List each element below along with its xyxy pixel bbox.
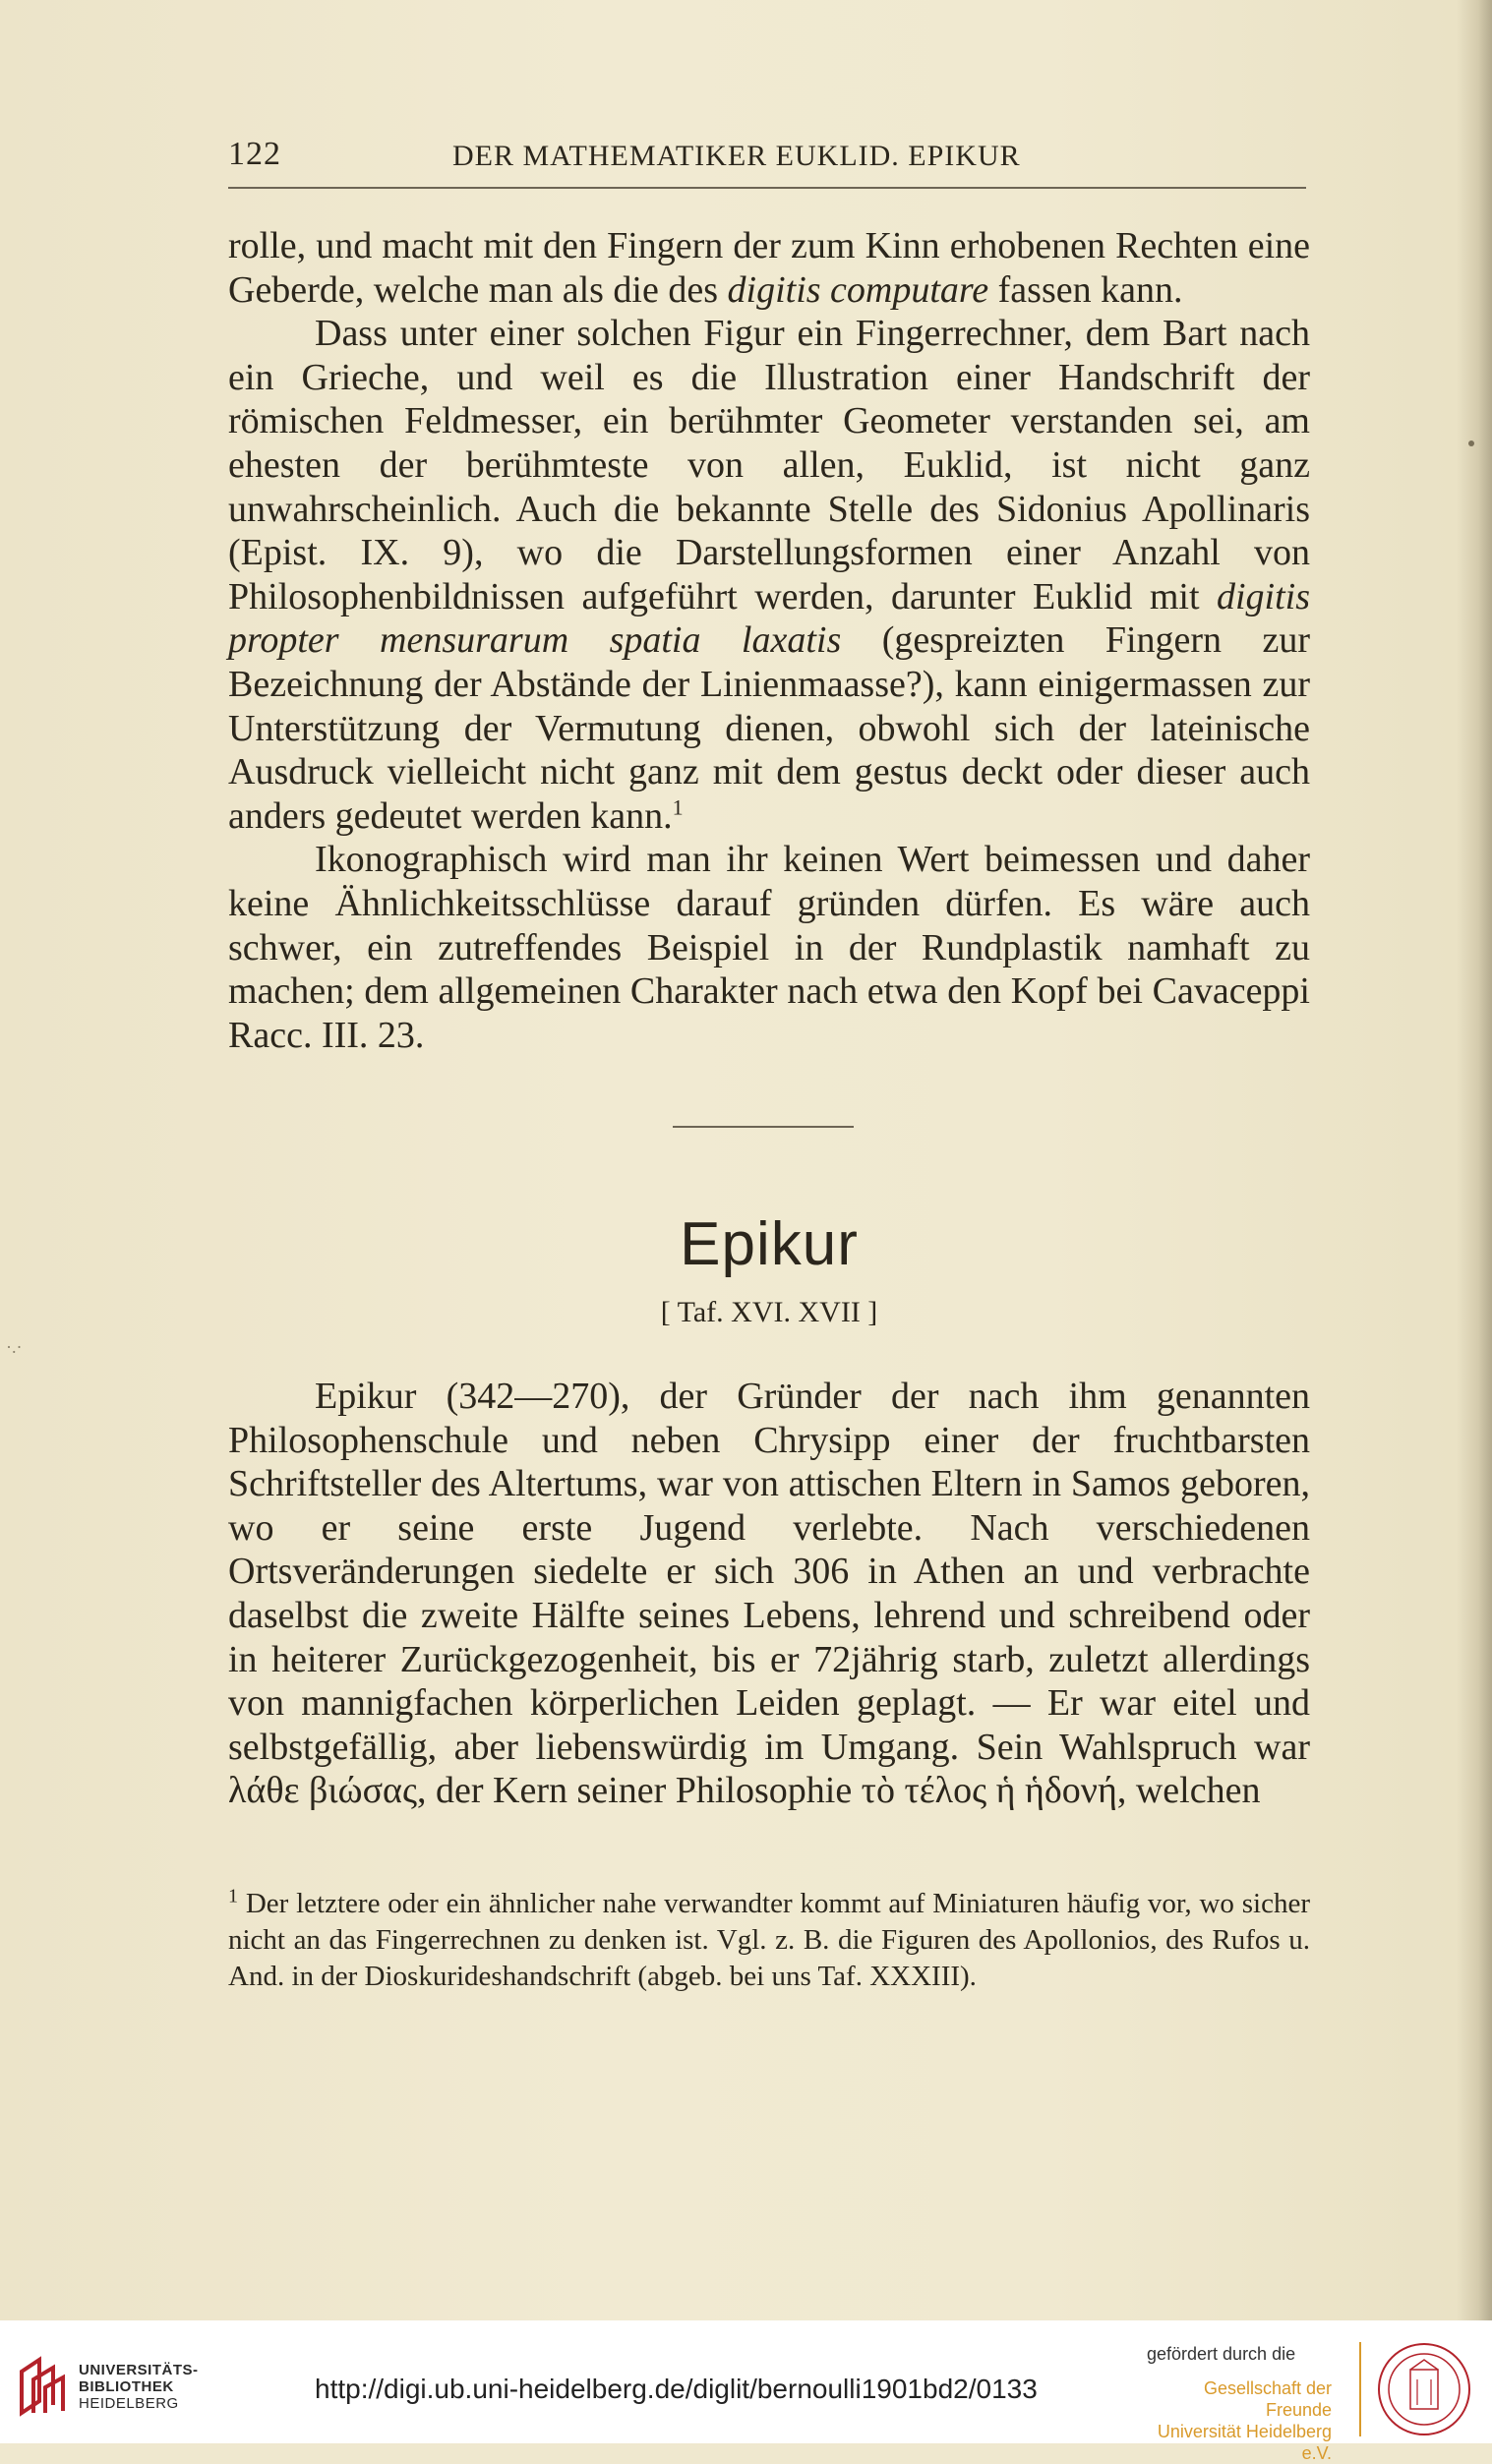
footnote: [228, 1886, 1310, 1995]
section-title: Epikur: [680, 1210, 859, 1278]
library-name-line-3: HEIDELBERG: [79, 2395, 179, 2412]
paragraph: [228, 838, 1310, 1057]
university-seal-icon: [1375, 2340, 1473, 2438]
body-text-bottom: [228, 1375, 1310, 1813]
section-separator: [673, 1126, 854, 1128]
text-run: Epikur (342—270), der Gründer der nach ihm genannten Philosophenschule und neben Chrysipp einer der fruchtbarsten Schriftsteller des Altertums, war von attischen Eltern in Samos geboren, wo er seine erste Jugend verlebte. Nach verschiedenen Ortsveränderungen siedelte er sich 306 in Athen an und verbrachte daselbst die zweite Hälfte seines Lebens, lehrend und schreibend oder in heiterer Zurückgezogenheit, bis er 72jährig starb, zuletzt allerdings von mannigfachen körperlichen Leiden geplagt. — Er war eitel und selbstgefällig, aber liebenswürdig im Umgang. Sein Wahlspruch war λάθε βιώσας, der Kern seiner Philosophie τὸ τέλος ἡ ἡδονή, welchen: [228, 1376, 1310, 1812]
library-name-line-1: UNIVERSITÄTS-: [79, 2362, 199, 2378]
sponsor-divider: [1359, 2342, 1361, 2436]
university-library-logo-icon: [16, 2354, 67, 2419]
page-edge-shadow: [1457, 0, 1492, 2320]
paragraph: [228, 224, 1310, 312]
margin-smudge: ·.·: [6, 1337, 23, 1357]
text-run: rolle, und macht mit den Fingern der zum Kinn erhobenen Rechten eine Geberde, welche man als die des: [228, 225, 1310, 311]
text-run: Dass unter einer solchen Figur ein Fingerrechner, dem Bart nach ein Grieche, und weil es die Illustration einer Handschrift der römischen Feldmesser, ein berühmter Geometer verstanden sei, am ehesten der berühmteste von allen, Euklid, ist nicht ganz unwahrscheinlich. Auch die bekannte Stelle des Sidonius Apollinaris (Epist. IX. 9), wo die Darstellungsformen einer Anzahl von Philosophenbildnissen aufgeführt werden, darunter Euklid mit: [228, 313, 1310, 617]
footnote-reference: 1: [672, 794, 684, 820]
digitization-footer: [0, 2332, 1492, 2463]
library-name: [79, 2362, 199, 2412]
sponsor-name: [1135, 2377, 1332, 2464]
italic-phrase: digitis propter mensurarum spatia laxatis: [228, 575, 1310, 662]
text-run: Ikonographisch wird man ihr keinen Wert beimessen und daher keine Ähnlichkeitsschlüsse darauf gründen dürfen. Es wäre auch schwer, ein zutreffendes Beispiel in der Rundplastik namhaft zu machen; dem allgemeinen Charakter nach etwa den Kopf bei Cavaceppi Racc. III. 23.: [228, 839, 1310, 1056]
library-name-line-2: BIBLIOTHEK: [79, 2378, 174, 2395]
sponsor-label: gefördert durch die: [1147, 2344, 1296, 2364]
sponsor-name-line-2: Universität Heidelberg e.V.: [1157, 2422, 1332, 2463]
footer-divider: [0, 2320, 1492, 2332]
footnote-text: Der letztere oder ein ähnlicher nahe verwandter kommt auf Miniaturen häufig vor, wo sicher nicht an das Fingerrechnen zu denken ist. Vgl. z. B. die Figuren des Apollonios, des Rufos u. And. in der Dioskurideshandschrift (abgeb. bei uns Taf. XXXIII).: [228, 1888, 1310, 1992]
running-head-title: DER MATHEMATIKER EUKLID. EPIKUR: [452, 140, 1021, 172]
footnote-marker: 1: [228, 1885, 238, 1907]
sponsor-name-line-1: Gesellschaft der Freunde: [1203, 2378, 1332, 2420]
body-text-top: [228, 224, 1310, 1057]
permalink-url[interactable]: http://digi.ub.uni-heidelberg.de/diglit/bernoulli1901bd2/0133: [315, 2374, 1038, 2404]
page-number: 122: [228, 136, 281, 172]
margin-speck: [1468, 440, 1474, 446]
text-run: fassen kann.: [988, 268, 1183, 311]
running-head: [228, 136, 1306, 189]
italic-phrase: digitis computare: [727, 268, 989, 311]
text-run: (gespreizten Fingern zur Bezeichnung der Abstände der Linienmaasse?), kann einigermassen zur Unterstützung der Vermutung dienen, obwohl sich der lateinische Ausdruck vielleicht nicht ganz mit dem gestus deckt oder dieser auch anders gedeutet werden kann.: [228, 619, 1310, 837]
plate-reference: [ Taf. XVI. XVII ]: [660, 1296, 878, 1328]
paragraph: [228, 312, 1310, 838]
paragraph: [228, 1375, 1310, 1813]
